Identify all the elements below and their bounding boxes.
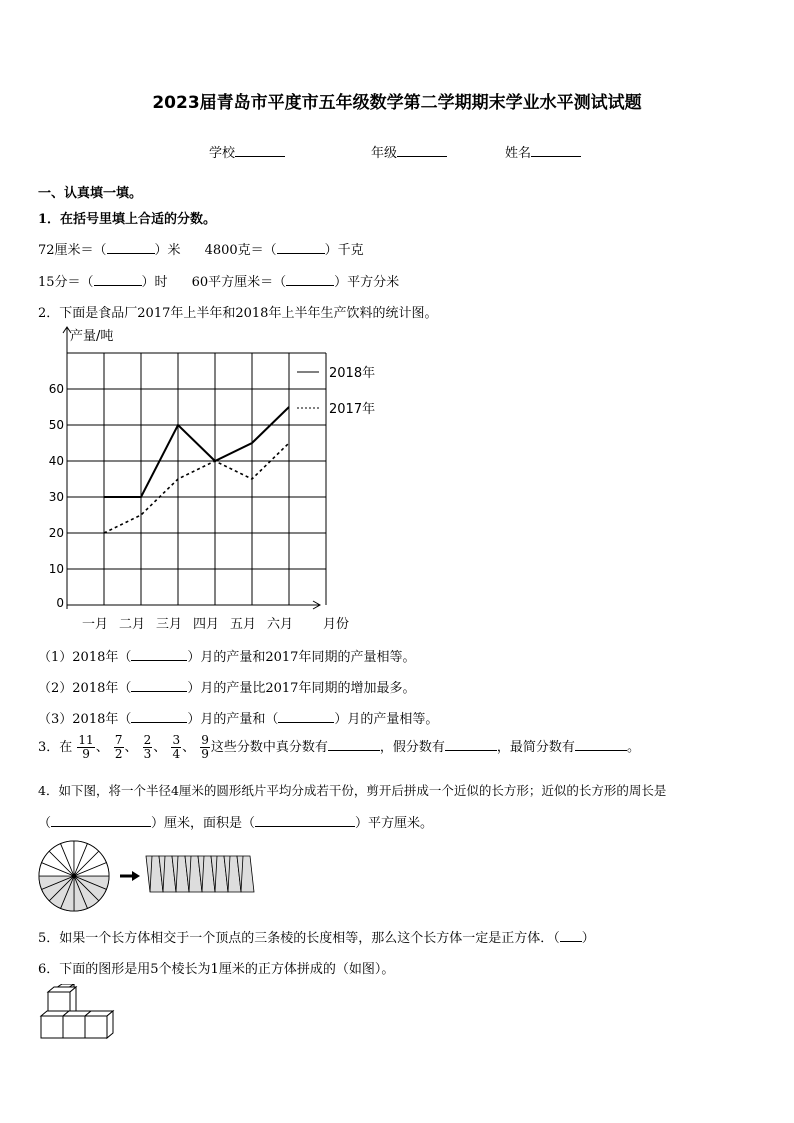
answer-blank[interactable]: [255, 814, 355, 827]
school-blank[interactable]: [235, 144, 285, 157]
answer-blank[interactable]: [131, 710, 187, 723]
q2-stem: 2．下面是食品厂2017年上半年和2018年上半年生产饮料的统计图。: [38, 306, 438, 321]
answer-blank[interactable]: [445, 738, 497, 751]
answer-blank[interactable]: [51, 814, 151, 827]
q3-end: 。: [626, 740, 640, 755]
y-tick-label: 10: [48, 562, 64, 576]
production-line-chart: [35, 325, 375, 635]
q2-sub1: [38, 646, 415, 665]
fraction: $\frac{7}{2}$: [114, 733, 123, 761]
q1-a1: 72厘米＝（: [38, 243, 107, 258]
q2-sub3-pre: （3）2018年（: [38, 712, 132, 727]
chart-series: [104, 407, 289, 533]
q1-b1-unit: ）时: [141, 275, 168, 290]
q2-sub3-post: ）月的产量相等。: [334, 712, 439, 727]
fraction: $\frac{11}{9}$: [78, 733, 94, 761]
sectored-circle: [39, 841, 109, 911]
grade-label: 年级: [371, 146, 398, 161]
x-tick-label: 五月: [230, 617, 257, 632]
series-line: [104, 443, 289, 533]
cube-figure: [38, 984, 118, 1040]
q5-text: 5．如果一个长方体相交于一个顶点的三条棱的长度相等，那么这个长方体一定是正方体．（: [38, 931, 560, 946]
answer-blank[interactable]: [107, 241, 155, 254]
approximate-rectangle: [146, 856, 254, 892]
grade-blank[interactable]: [397, 144, 447, 157]
y-tick-label: 50: [48, 418, 64, 432]
q3-mid1: 这些分数中真分数有: [210, 740, 328, 755]
x-tick-label: 三月: [156, 617, 183, 632]
answer-blank[interactable]: [131, 679, 187, 692]
q4-mid: ）厘米，面积是（: [151, 816, 256, 831]
page-title: 2023届青岛市平度市五年级数学第二学期期末学业水平测试试题: [152, 93, 642, 113]
y-tick-label: 20: [48, 526, 64, 540]
cube-face: [63, 1016, 85, 1038]
y-tick-label: 60: [48, 382, 64, 396]
x-tick-labels: [82, 617, 293, 632]
fraction: $\frac{9}{9}$: [201, 733, 209, 761]
y-tick-label: 30: [48, 490, 64, 504]
q1-stem: 1．在括号里填上合适的分数。: [38, 212, 217, 227]
y-tick-label: 0: [56, 596, 64, 610]
q5: [38, 927, 595, 946]
grade-field: [371, 142, 447, 161]
section-heading: 一、认真填一填。: [38, 186, 143, 201]
q2-sub3-mid: ）月的产量和（: [187, 712, 279, 727]
q1-row1: [38, 239, 364, 258]
circle-to-rectangle-figure: [36, 838, 266, 918]
series-line: [104, 407, 289, 497]
q6: 6．下面的图形是用5个棱长为1厘米的正方体拼成的（如图）。: [38, 962, 395, 977]
cube-face: [107, 1011, 113, 1038]
q1-row2: [38, 271, 399, 290]
fraction: $\frac{2}{3}$: [143, 733, 152, 761]
x-tick-label: 六月: [267, 617, 294, 632]
y-axis-label: 产量/吨: [70, 329, 114, 344]
y-tick-label: 40: [48, 454, 64, 468]
right-arrow-icon: [120, 871, 140, 881]
school-field: [209, 142, 285, 161]
q1-b2: 60平方厘米＝（: [191, 275, 287, 290]
q3: 3．在 $\frac{11}{9}$ 、 $\frac{7}{2}$ 、 $\frac{2}{3}$ 、 $\frac{3}{4}$ 、 $\frac{9}{9}$ 这些分数中真分数有 ，假分数有 ，最简分数有 。: [38, 733, 640, 761]
q4-post: ）平方厘米。: [355, 816, 434, 831]
answer-blank[interactable]: [94, 273, 142, 286]
answer-blank[interactable]: [277, 241, 325, 254]
q1-b1: 15分＝（: [38, 275, 94, 290]
q4-line2: [38, 812, 433, 831]
q1-a1-unit: ）米: [154, 243, 181, 258]
q1-a2: 4800克＝（: [204, 243, 277, 258]
q1-a2-unit: ）千克: [324, 243, 364, 258]
q2-sub3: [38, 708, 438, 727]
chart-legend: [297, 365, 375, 417]
x-tick-label: 二月: [119, 617, 146, 632]
answer-blank[interactable]: [278, 710, 334, 723]
chart-axes: [63, 327, 320, 609]
q3-mid3: ，最简分数有: [496, 740, 575, 755]
answer-blank[interactable]: [575, 738, 627, 751]
q1-b2-unit: ）平方分米: [334, 275, 400, 290]
q3-mid2: ，假分数有: [379, 740, 445, 755]
answer-blank[interactable]: [328, 738, 380, 751]
q3-pre: 3．在: [38, 740, 73, 755]
name-blank[interactable]: [531, 144, 581, 157]
q4-line1: 4．如下图，将一个半径4厘米的圆形纸片平均分成若干份，剪开后拼成一个近似的长方形；近似的长方形的周长是: [38, 783, 667, 798]
answer-blank[interactable]: [131, 648, 187, 661]
answer-blank[interactable]: [560, 929, 582, 942]
cube-face: [85, 1016, 107, 1038]
q2-sub1-post: ）月的产量和2017年同期的产量相等。: [187, 650, 416, 665]
name-field: [505, 142, 581, 161]
legend-label: 2017年: [329, 402, 375, 417]
cube-face: [41, 1016, 63, 1038]
y-tick-labels: [49, 382, 64, 610]
answer-blank[interactable]: [286, 273, 334, 286]
q2-sub2: [38, 677, 415, 696]
legend-label: 2018年: [329, 366, 375, 381]
q4-pre: （: [38, 816, 52, 831]
x-tick-label: 一月: [82, 617, 109, 632]
x-axis-label: 月份: [323, 617, 350, 632]
fraction: $\frac{3}{4}$: [172, 733, 181, 761]
q5-end: ）: [581, 931, 595, 946]
school-label: 学校: [209, 146, 236, 161]
q2-sub2-pre: （2）2018年（: [38, 681, 132, 696]
chart-grid: [67, 353, 326, 605]
q2-sub2-post: ）月的产量比2017年同期的增加最多。: [187, 681, 416, 696]
name-label: 姓名: [505, 146, 532, 161]
q2-sub1-pre: （1）2018年（: [38, 650, 132, 665]
x-tick-label: 四月: [193, 617, 220, 632]
